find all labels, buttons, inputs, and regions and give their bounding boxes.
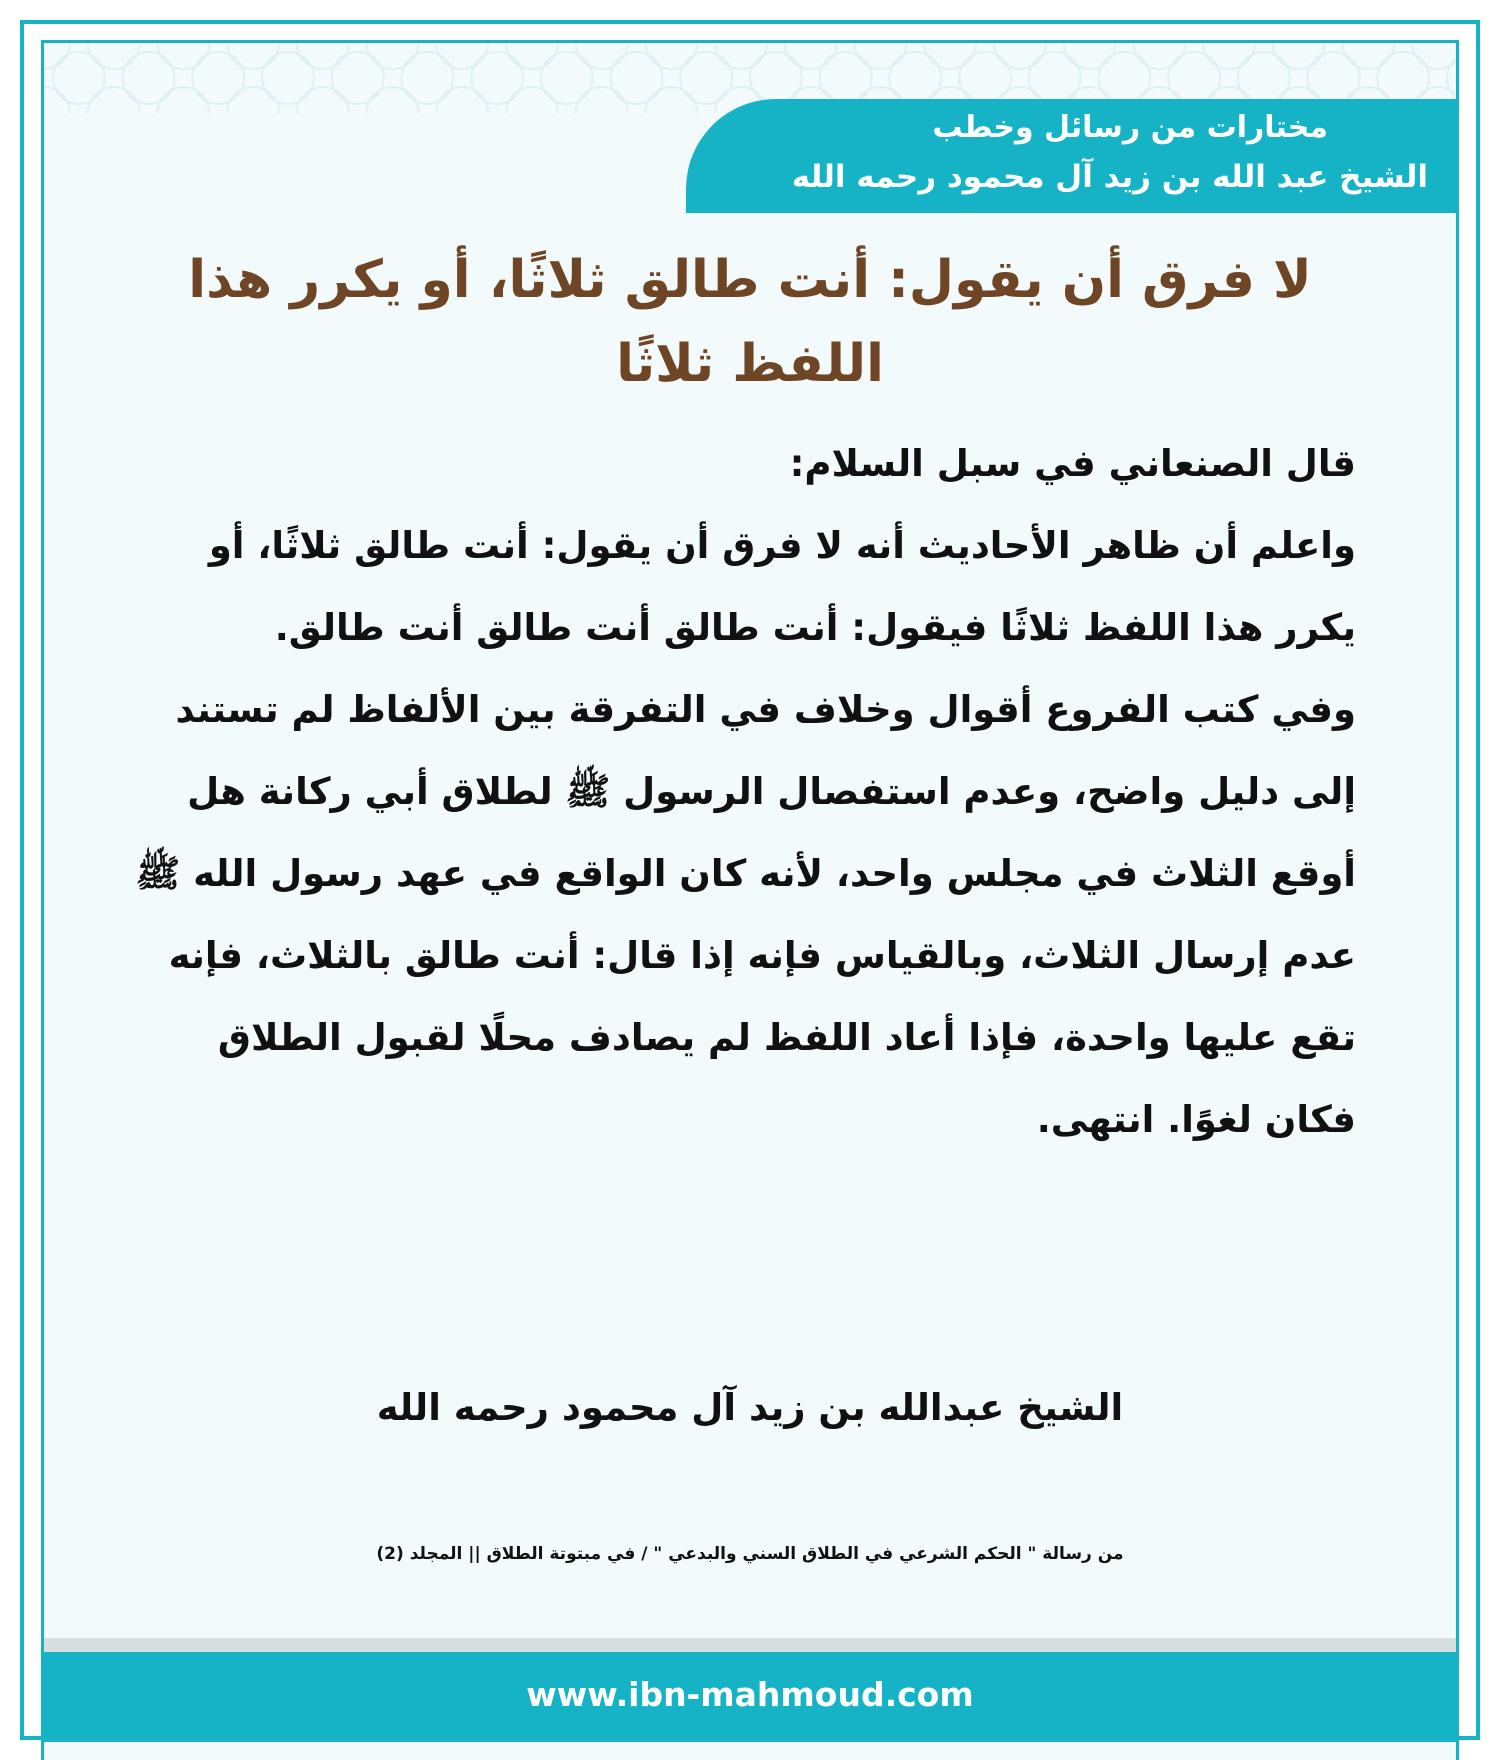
body-paragraph-2: واعلم أن ظاهر الأحاديث أنه لا فرق أن يقول: أنت طالق ثلاثًا، أو يكرر هذا اللفظ ثلاثًا فيقول: أنت طالق أنت طالق أنت طالق. [208, 524, 1356, 649]
footer-bar [44, 1652, 1456, 1742]
body-paragraph-3: وفي كتب الفروع أقوال وخلاف في التفرقة بين الألفاظ لم تستند إلى دليل واضح، وعدم استفصال الرسول ﷺ لطلاق أبي ركانة هل أوقع الثلاث في مجلس واحد، لأنه كان الواقع في عهد رسول الله ﷺ عدم إرسال الثلاث، وبالقياس فإنه إذا قال: أنت طالق بالثلاث، فإنه تقع عليها واحدة، فإذا أعاد اللفظ لم يصادف محلًا لقبول الطلاق فكان لغوًا. انتهى. [135, 688, 1356, 1141]
source-citation: من رسالة " الحكم الشرعي في الطلاق السني والبدعي " / في مبتوتة الطلاق || المجلد (2) [376, 1544, 1124, 1564]
series-title: مختارات من رسائل وخطب [932, 110, 1328, 145]
website-link[interactable]: www.ibn-mahmoud.com [526, 1675, 974, 1714]
author-signature: الشيخ عبدالله بن زيد آل محمود رحمه الله [376, 1386, 1124, 1429]
content-panel [41, 40, 1459, 1760]
series-author: الشيخ عبد الله بن زيد آل محمود رحمه الله [791, 159, 1428, 195]
page-title: لا فرق أن يقول: أنت طالق ثلاثًا، أو يكرر هذا اللفظ ثلاثًا [188, 250, 1312, 394]
series-header [686, 99, 1456, 213]
body-paragraph-1: قال الصنعاني في سبل السلام: [789, 442, 1356, 485]
article-body [124, 423, 1356, 1161]
footer-divider [44, 1638, 1456, 1652]
